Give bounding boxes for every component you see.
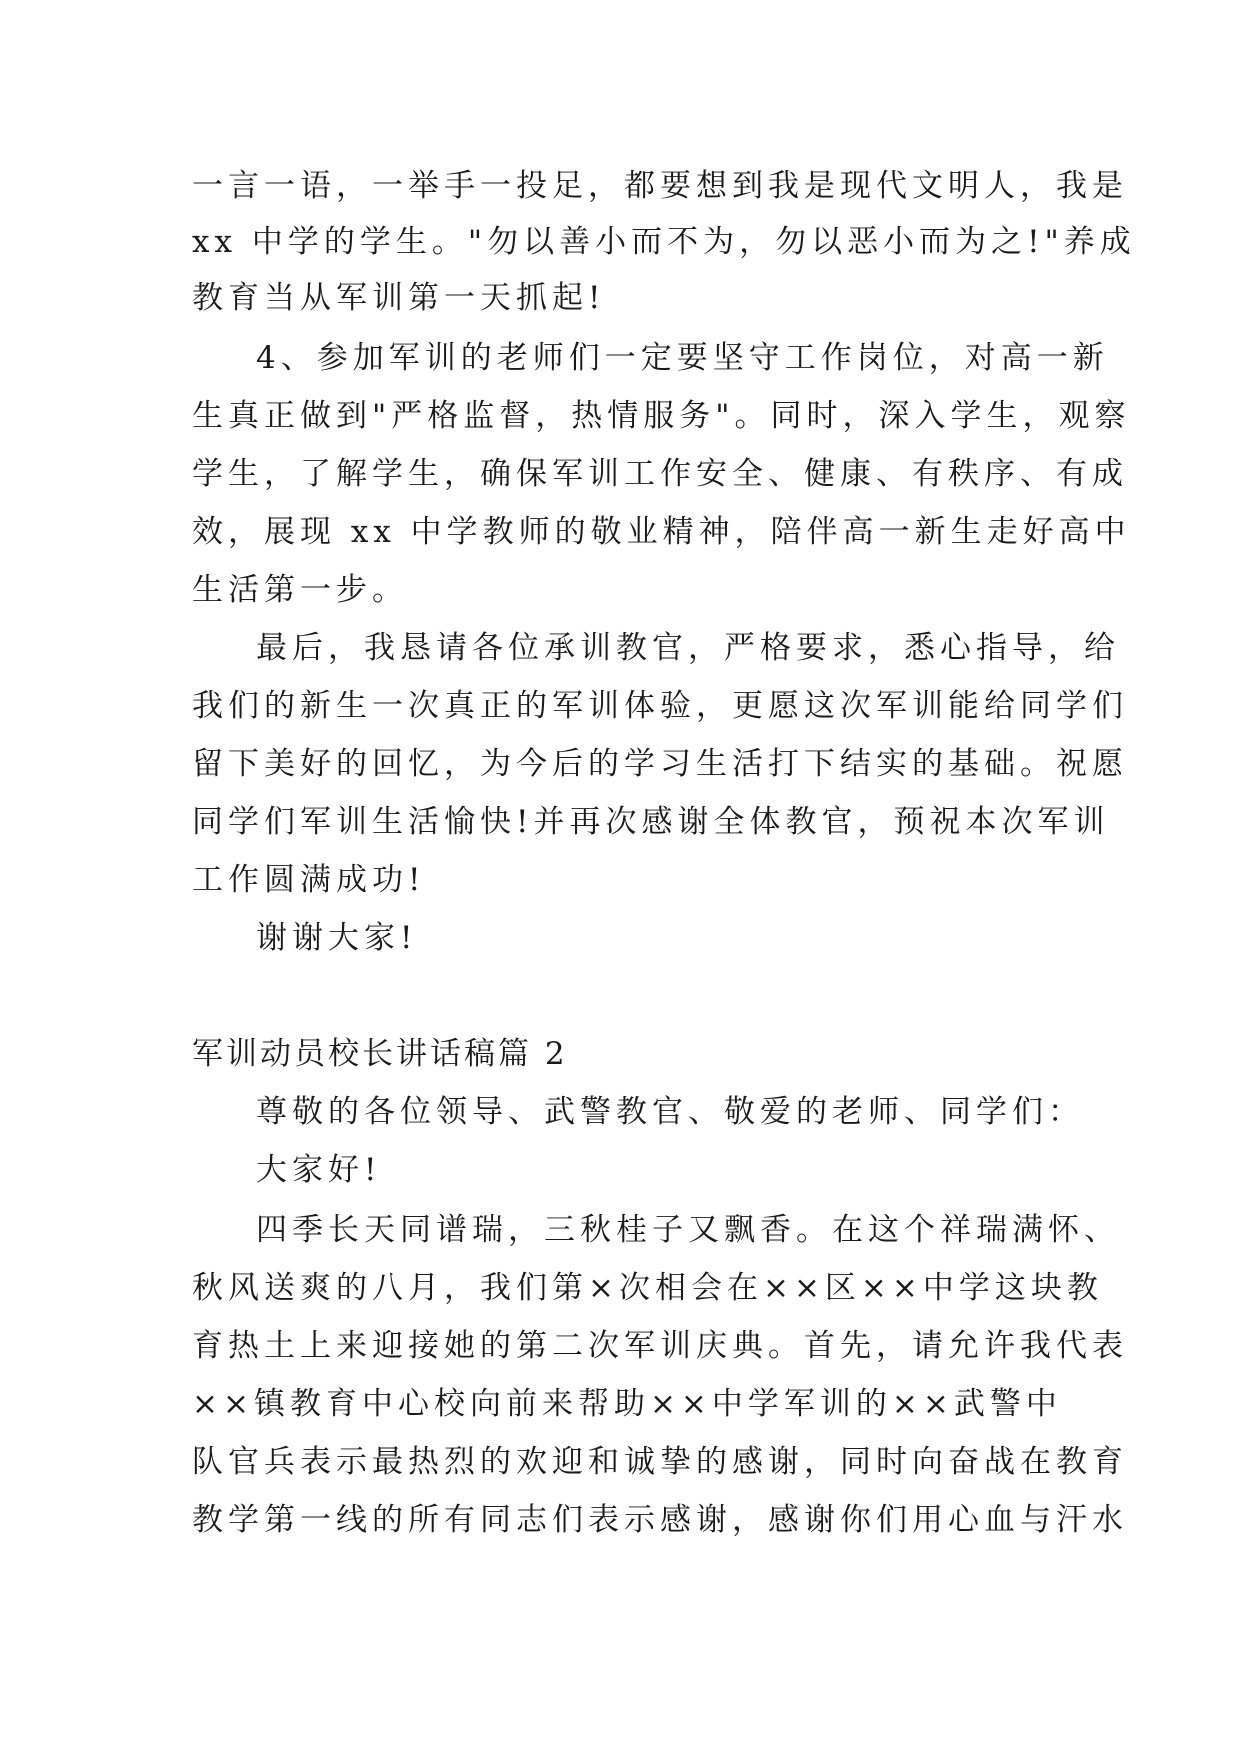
text-line: 工作圆满成功! (192, 862, 426, 898)
greeting: 大家好! (256, 1152, 382, 1188)
text-line: 生活第一步。 (192, 572, 408, 608)
text-line: 一言一语，一举手一投足，都要想到我是现代文明人，我是 (192, 168, 1128, 204)
text-line: 教学第一线的所有同志们表示感谢，感谢你们用心血与汗水 (192, 1502, 1128, 1538)
text-line: 留下美好的回忆，为今后的学习生活打下结实的基础。祝愿 (192, 746, 1128, 782)
text-line: 生真正做到"严格监督，热情服务"。同时，深入学生，观察 (192, 398, 1131, 434)
text-line: 最后，我恳请各位承训教官，严格要求，悉心指导，给 (256, 630, 1120, 666)
text-line: xx 中学的学生。"勿以善小而不为，勿以恶小而为之!"养成 (192, 224, 1136, 260)
text-line: 我们的新生一次真正的军训体验，更愿这次军训能给同学们 (192, 688, 1128, 724)
text-line: 学生，了解学生，确保军训工作安全、健康、有秩序、有成 (192, 456, 1128, 492)
text-line: 四季长天同谱瑞，三秋桂子又飘香。在这个祥瑞满怀、 (256, 1212, 1120, 1248)
text-line: 4、参加军训的老师们一定要坚守工作岗位，对高一新 (256, 340, 1109, 376)
text-line: 队官兵表示最热烈的欢迎和诚挚的感谢，同时向奋战在教育 (192, 1444, 1128, 1480)
text-line: 教育当从军训第一天抓起! (192, 280, 606, 316)
text-line: 育热土上来迎接她的第二次军训庆典。首先，请允许我代表 (192, 1328, 1128, 1364)
text-line: 秋风送爽的八月，我们第×次相会在××区××中学这块教 (192, 1270, 1103, 1306)
text-line: ××镇教育中心校向前来帮助××中学军训的××武警中 (192, 1386, 1062, 1422)
text-line: 同学们军训生活愉快!并再次感谢全体教官，预祝本次军训 (192, 804, 1110, 840)
text-line: 谢谢大家! (256, 920, 418, 956)
salutation: 尊敬的各位领导、武警教官、敬爱的老师、同学们： (256, 1094, 1084, 1130)
text-line: 效，展现 xx 中学教师的敬业精神，陪伴高一新生走好高中 (192, 514, 1131, 550)
section-title: 军训动员校长讲话稿篇 2 (192, 1036, 568, 1072)
